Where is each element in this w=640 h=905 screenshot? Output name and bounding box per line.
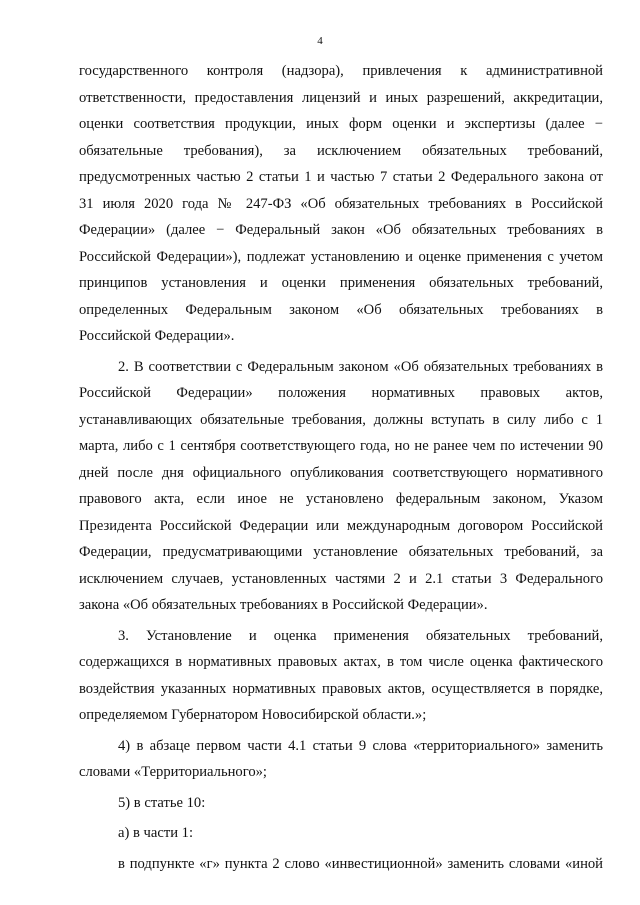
text-line: Президента Российской Федерации или международным договором Российской xyxy=(79,517,603,534)
text-line: Федерации» (далее − Федеральный закон «Об обязательных требованиях в xyxy=(79,222,603,238)
text-line: Федерации, предусматривающими установление обязательных требований, за xyxy=(79,544,603,560)
text-line: Российской Федерации». xyxy=(79,328,235,344)
paragraph-subparagraph-g xyxy=(79,851,603,878)
text-line: предусмотренных частью 2 статьи 1 и частью 7 статьи 2 Федерального закона от xyxy=(79,169,603,185)
text-line: 31 июля 2020 года № 247-ФЗ «Об обязательных требованиях в Российской xyxy=(79,195,603,212)
text-line: а) в части 1: xyxy=(118,825,194,841)
text-line: определяемом Губернатором Новосибирской области.»; xyxy=(79,707,427,723)
text-line: содержащихся в нормативных правовых актах, в том числе оценка фактического xyxy=(79,654,603,670)
text-line: правового акта, если иное не установлено федеральным законом, Указом xyxy=(79,491,603,507)
text-line: 4) в абзаце первом части 4.1 статьи 9 слова «территориального» заменить xyxy=(118,737,603,754)
text-line: воздействия указанных нормативных правовых актов, осуществляется в порядке, xyxy=(79,680,603,697)
text-line: обязательные требования), за исключением обязательных требований, xyxy=(79,142,603,159)
text-line: дней после дня официального опубликования соответствующего нормативного xyxy=(79,464,603,481)
text-line: исключением случаев, установленных частями 2 и 2.1 статьи 3 Федерального xyxy=(79,570,603,587)
paragraph-subitem-a xyxy=(79,820,603,847)
document-body xyxy=(79,58,603,877)
paragraph-item-3 xyxy=(79,623,603,729)
paragraph-item-5 xyxy=(79,790,603,817)
text-line: ответственности, предоставления лицензий и иных разрешений, аккредитации, xyxy=(79,89,603,106)
text-line: принципов установления и оценки применения обязательных требований, xyxy=(79,275,603,291)
text-line: 2. В соответствии с Федеральным законом «Об обязательных требованиях в xyxy=(118,358,603,375)
text-line: государственного контроля (надзора), привлечения к административной xyxy=(79,63,603,79)
text-line: определенных Федеральным законом «Об обязательных требованиях в xyxy=(79,301,603,318)
text-line: оценки соответствия продукции, иных форм оценки и экспертизы (далее − xyxy=(79,116,603,132)
text-line: закона «Об обязательных требованиях в Российской Федерации». xyxy=(79,597,488,613)
text-line: Российской Федерации» положения нормативных правовых актов, xyxy=(79,385,603,401)
text-line: в подпункте «г» пункта 2 слово «инвестиционной» заменить словами «иной xyxy=(118,855,603,872)
text-line: устанавливающих обязательные требования, должны вступать в силу либо с 1 xyxy=(79,411,603,428)
page-number: 4 xyxy=(317,35,323,47)
paragraph-item-2 xyxy=(79,354,603,619)
text-line: 5) в статье 10: xyxy=(118,794,206,811)
text-line: марта, либо с 1 сентября соответствующего года, но не ранее чем по истечении 90 xyxy=(79,438,603,454)
text-line: Российской Федерации»), подлежат установлению и оценке применения с учетом xyxy=(79,248,603,265)
text-line: словами «Территориального»; xyxy=(79,764,267,780)
paragraph-item-4 xyxy=(79,733,603,786)
paragraph-continuation xyxy=(79,58,603,350)
text-line: 3. Установление и оценка применения обязательных требований, xyxy=(118,627,603,644)
